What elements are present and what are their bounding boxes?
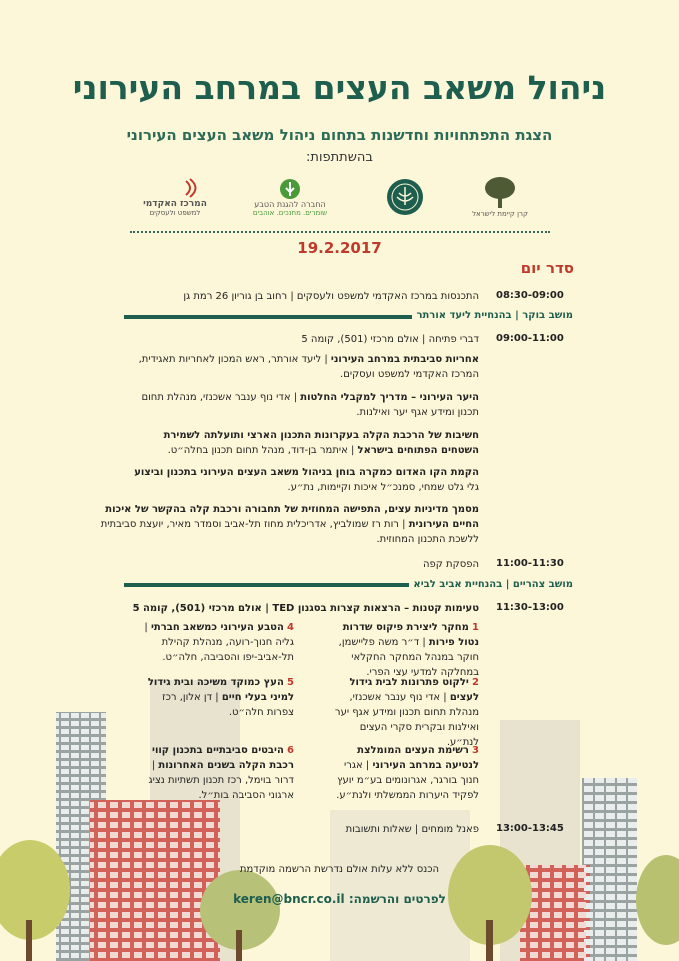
ted-item: 3 רשימת העצים המומלצת לנטיעה במרחב העירוני | אגרי חנוך בורגר, אגרונומים בע״מ יועץ לפקיד היערות הממשלתי ולנת״ע. — [336, 745, 479, 801]
agenda-row: אחריות סביבתית במרחב העירוני | ליעד אורתר, ראש המכון לאחריות תאגידית, המרכז האקדמי למשפט ועסקים. — [138, 354, 479, 380]
registration-note: הכנס ללא עלות אולם נדרשת הרשמה מוקדמת — [239, 864, 440, 875]
event-date: 19.2.2017 — [297, 239, 382, 257]
ted-item: 5 העץ כמוקד משיכה ובית גידול למיני בעלי חיים | דן אלון, רכז צפרות חלה״ט. — [147, 677, 294, 718]
page-subtitle: הצגת התפתחויות וחדשנות בתחום ניהול משאב העצים העירוני — [126, 126, 553, 144]
agenda-row: מסמך מדיניות עצים, התפישה המחוזית של תחבורה ורכבת קלה בהקשר של איכות החיים העירונית | רות רז שמולביץ, אדריכלית מחוז תל-אביב וסמדר מאיר, יועצת סביבתית ללשכת התכנון המחוזית. — [100, 504, 479, 545]
ted-item: 6 היבטים סביבתיים בתכנון קווי רכבת הקלה בשנים האחרונות | דרור בוימל, רכז תכנון תשתיות נציג ארגוני הסביבה בות״ל. — [148, 745, 294, 801]
ted-item: 2 ילקוט פתרונות לבית גידול לעצים | אדי נוף ענבר אשכנזי, מנהלת תחום תכנון ומידע אגף יער ואילנות ובקרית סקרי העצים לנת״ע. — [334, 677, 479, 748]
agenda-row: הפסקת קפה — [423, 559, 479, 570]
emblem-logo — [380, 172, 430, 222]
contact-line — [0, 892, 679, 906]
contact-email-link[interactable]: keren@bncr.co.il — [233, 892, 345, 906]
time-label: 11:30-13:00 — [496, 602, 564, 613]
agenda-row: דברי פתיחה | אולם מרכזי (501), קומה 5 — [301, 334, 479, 345]
kkl-tree-logo: קרן קיימת לישראל — [470, 172, 530, 222]
page-title: ניהול משאב העצים במרחב העירוני — [72, 68, 607, 107]
agenda-row: היער העירוני – מדריך למקבלי החלטות | אדי נוף ענבר אשכנזי, מנהלת תחום תכנון ומידע אגף יער ואילנות. — [141, 392, 479, 418]
session-heading: מושב בוקר | בהנחיית ליעד אורתר — [412, 310, 577, 322]
time-label: 13:00-13:45 — [496, 823, 564, 834]
partner-logos — [140, 172, 540, 222]
divider — [130, 231, 550, 233]
ted-item: 4 הטבע העירוני כמשאב חברתי | גליה חנוך-רועה, מנהלת קהילת תל-אביב-יפו והסביבה, חלה״ט. — [144, 622, 294, 663]
ted-item: 1 מחקר ליצירת פיקוס שדרות נטול פירות | ד״ר משה פליישמן, חוקר במנהל המחקר החקלאי במחלקה למדעי עצי הפרי. — [338, 622, 479, 678]
academic-center-logo: המרכז האקדמי למשפט ולעסקים — [140, 172, 210, 222]
session-heading: מושב צהריים | בהנחיית אביב לביא — [409, 579, 577, 591]
agenda-row: התכנסות במרכז האקדמי למשפט ולעסקים | רחוב בן גוריון 26 רמת גן — [183, 291, 479, 302]
agenda-title: סדר יום — [520, 259, 574, 277]
contact-label: לפרטים והרשמה: — [348, 892, 446, 906]
partners-label: בהשתתפות: — [306, 150, 373, 165]
time-label: 09:00-11:00 — [496, 333, 564, 344]
agenda-row: טעימות קטנות – הרצאות קצרות בסגנון TED | אולם מרכזי (501), קומה 5 — [132, 603, 479, 614]
spni-logo: החברה להגנת הטבע שומרים. מחנכים. אוהבים — [240, 172, 340, 222]
time-label: 11:00-11:30 — [496, 558, 564, 569]
time-label: 08:30-09:00 — [496, 290, 564, 301]
agenda-row: הקמת הקו האדום כמקרה בוחן בניהול משאב העצים העירוני בתכנון וביצוע גלי גלט שמחי, סמנכ״ל איכות וקיימות, נת״ע. — [134, 467, 479, 493]
agenda-row: חשיבות של הרכבת הקלה בעקרונות התכנון הארצי ותועלתה לשמירת השטחים הפתוחים בישראל | איתמר בן-דוד, מנהל תחום תכנון בחלה״ט. — [163, 430, 479, 456]
agenda-row: פאנל מומחים | שאלות ותשובות — [345, 824, 479, 835]
